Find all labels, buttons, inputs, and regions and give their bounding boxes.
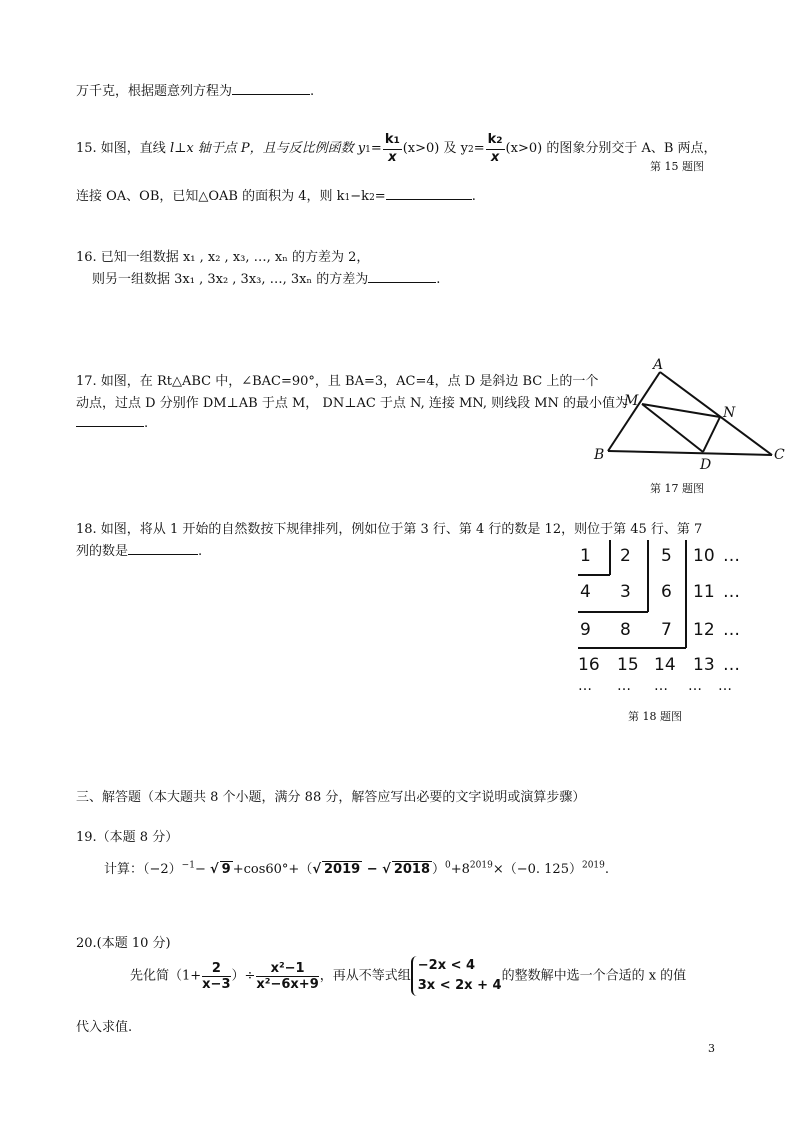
label-B: B: [594, 447, 605, 463]
q20-f2-num: x²−1: [256, 961, 318, 977]
q18-number-grid: [560, 540, 760, 700]
grid-cell: 11: [693, 582, 715, 602]
q15-cond1: (x>0) 及 y: [402, 141, 468, 156]
grid-cell: 7: [661, 620, 672, 640]
q15-line1: [76, 132, 717, 165]
q15-cond2: (x>0) 的图象分别交于 A、B 两点，: [505, 141, 717, 156]
q14-tail: 万千克，根据题意列方程为 .: [76, 84, 315, 99]
grid-cell: …: [688, 678, 702, 694]
q15-k1: k: [384, 132, 394, 147]
q15-line2c: =: [374, 189, 386, 204]
q20-div: ）÷: [231, 968, 256, 984]
segment-MN: [642, 404, 720, 417]
q20-ineq1: −2x < 4: [417, 958, 476, 973]
label-N: N: [723, 405, 736, 421]
grid-cell: …: [718, 678, 732, 694]
grid-cell: 1: [580, 546, 591, 566]
q20-f1-den: x−3: [202, 976, 231, 992]
q15-fraction-2: [486, 132, 505, 165]
grid-cell: 13: [693, 655, 715, 675]
q15-line2: 连接 OA、OB，已知△OAB 的面积为 4，则 k1−k2= .: [76, 189, 476, 204]
q20-fraction-2: [256, 961, 318, 992]
segment-DN: [703, 417, 720, 452]
answer-blank: [368, 270, 436, 283]
q15-k2: k: [487, 132, 497, 147]
q20-line2: 代入求值.: [76, 1020, 133, 1035]
q17-line1: 17. 如图，在 Rt△ABC 中，∠BAC=90°，且 BA=3，AC=4，点 D 是斜边 BC 上的一个: [76, 374, 599, 389]
q14-tail-text: 万千克，根据题意列方程为: [76, 84, 233, 99]
q15-line2-text: 连接 OA、OB，已知△OAB 的面积为 4，则 k: [76, 189, 345, 204]
q20-inequality-system: [411, 956, 502, 996]
answer-blank: [386, 187, 472, 200]
q19-sqrt2019: 2019: [324, 862, 361, 877]
grid-cell: …: [723, 655, 740, 675]
q15-sub1: 1: [365, 145, 371, 155]
q17-caption: 第 17 题图: [650, 482, 704, 495]
q19-close: ）: [432, 862, 446, 877]
grid-cell: 14: [654, 655, 676, 675]
q20-heading: 20.(本题 10 分): [76, 936, 171, 951]
label-A: A: [653, 357, 664, 373]
q15-x1: x: [388, 150, 397, 165]
q17-line2: 动点，过点 D 分别作 DM⊥AB 于点 M， DN⊥AC 于点 N, 连接 MN, 则线段 MN 的最小值为: [76, 396, 629, 411]
q15-caption: 第 15 题图: [650, 160, 704, 173]
grid-cell: …: [723, 620, 740, 640]
q18-caption: 第 18 题图: [628, 710, 682, 723]
q15-x2: x: [490, 150, 500, 165]
q20-post: 的整数解中选一个合适的 x 的值: [501, 968, 687, 984]
side-AC: [660, 372, 772, 455]
side-BC: [608, 451, 772, 455]
q20-pre: 先化简（1+: [130, 968, 202, 984]
q16-line1: 16. 已知一组数据 x₁ , x₂ , x₃, …, xₙ 的方差为 2，: [76, 250, 370, 265]
q15-k1-sub: 1: [393, 136, 400, 146]
grid-cell: 10: [693, 546, 715, 566]
grid-cell: 8: [620, 620, 631, 640]
q19-cos: +cos60°+（: [232, 862, 313, 877]
q19-expression: 计算：$(-2)^{-1}-$ √ 9 +cos60°+（√ 2019 − √ 2018 ）$^0+8^{2019}\times(-0$. 125）$^{2019}$.: [104, 860, 610, 877]
q15-text1: l⊥x 轴于点 P，且与反比例函数 y: [169, 141, 366, 156]
q20-ineq2: 3x < 2x + 4: [417, 978, 502, 993]
grid-cell: 3: [620, 582, 631, 602]
q15-prefix: 15. 如图，直线: [76, 141, 166, 156]
q19-exp2019b: 2019: [581, 860, 605, 871]
q19-plus8: +8: [450, 862, 470, 877]
segment-DM: [642, 404, 703, 452]
grid-cell: 2: [620, 546, 631, 566]
answer-blank: [232, 82, 310, 95]
grid-cell: …: [654, 678, 668, 694]
q19-minus: −: [194, 862, 206, 877]
q19-exp0: 0: [445, 860, 451, 871]
q17-triangle-figure: [590, 355, 790, 475]
q18-line2: 列的数是 .: [76, 544, 203, 559]
q20-expression: [130, 956, 686, 996]
q18-line2-text: 列的数是: [76, 544, 129, 559]
q19-exp1: −1: [181, 860, 195, 871]
q15-eq1: =: [370, 141, 382, 156]
grid-cell: …: [723, 546, 740, 566]
answer-blank: [76, 414, 144, 427]
grid-cell: 5: [661, 546, 672, 566]
q20-fraction-1: [202, 961, 230, 992]
q19-times: ×（−0. 125）: [492, 862, 582, 877]
q19-prefix: 计算：（−2）: [104, 862, 182, 877]
grid-cell: …: [723, 582, 740, 602]
q15-line2b: −k: [350, 189, 370, 204]
grid-cell: …: [578, 678, 592, 694]
grid-cell: 6: [661, 582, 672, 602]
q16-line2-text: 则另一组数据 3x₁ , 3x₂ , 3x₃, …, 3xₙ 的方差为: [92, 272, 369, 287]
q15-fraction-1: [383, 132, 402, 165]
q19-sqrt9: 9: [221, 862, 231, 877]
q19-heading: 19.（本题 8 分）: [76, 830, 179, 845]
q20-f1-num: 2: [202, 961, 230, 977]
label-M: M: [624, 393, 639, 409]
q19-sqrt2018: 2018: [393, 862, 430, 877]
grid-cell: 12: [693, 620, 715, 640]
q15-sub2: 2: [467, 145, 474, 155]
q15-k2-sub: 2: [496, 136, 503, 146]
q20-f2-den: x²−6x+9: [256, 976, 319, 992]
q19-end: .: [604, 862, 610, 877]
q15-eq2: =: [473, 141, 485, 156]
grid-cell: 4: [580, 582, 591, 602]
answer-blank: [128, 542, 198, 555]
q20-mid: ，再从不等式组: [319, 968, 411, 984]
page-number: 3: [708, 1042, 715, 1055]
grid-cell: 9: [580, 620, 591, 640]
label-C: C: [774, 447, 785, 463]
grid-cell: 16: [578, 655, 600, 675]
section-3-heading: 三、解答题（本大题共 8 个小题，满分 88 分，解答应写出必要的文字说明或演算步骤）: [76, 790, 586, 805]
q17-line3: .: [76, 414, 148, 431]
grid-cell: …: [617, 678, 631, 694]
grid-cell: 15: [617, 655, 639, 675]
q16-line2: 则另一组数据 3x₁ , 3x₂ , 3x₃, …, 3xₙ 的方差为 .: [92, 272, 441, 287]
q18-line1: 18. 如图，将从 1 开始的自然数按下规律排列，例如位于第 3 行、第 4 行的数是 12，则位于第 45 行、第 7: [76, 522, 703, 537]
q19-exp2019: 2019: [469, 860, 493, 871]
label-D: D: [700, 457, 712, 473]
